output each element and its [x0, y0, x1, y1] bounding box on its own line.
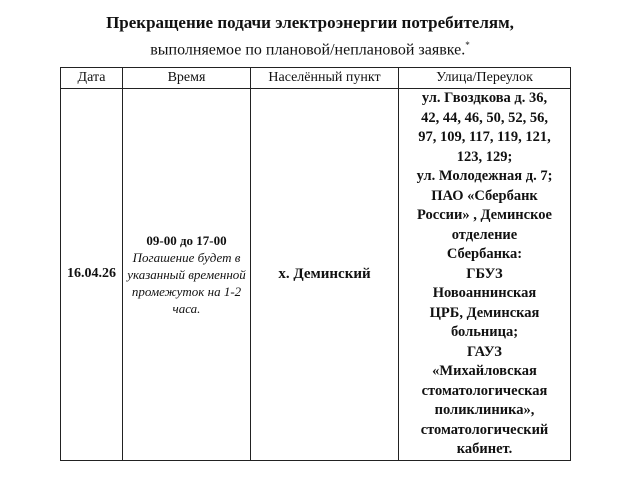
street-line: ГБУЗ: [466, 265, 503, 282]
street-line: поликлиника»,: [434, 402, 535, 418]
street-line: ПАО «Сбербанк: [431, 187, 538, 204]
column-header-date: Дата: [61, 68, 123, 89]
document-subtitle: [0, 34, 620, 61]
document-title: Прекращение подачи электроэнергии потребителям,: [106, 13, 514, 32]
street-line: 42, 44, 46, 50, 52, 56,: [421, 109, 548, 126]
street-line: «Михайловская: [432, 363, 537, 379]
street-line: стоматологическая: [421, 382, 548, 399]
column-header-time: Время: [123, 68, 251, 89]
street-line: кабинет.: [456, 441, 513, 457]
street-line: больница;: [450, 324, 519, 340]
street-line: Новоаннинская: [432, 285, 537, 301]
cell-locality: х. Деминский: [251, 89, 399, 461]
street-line: ул. Молодежная д. 7;: [416, 168, 553, 184]
subtitle-text: выполняемое по плановой/неплановой заявке.: [150, 41, 466, 59]
street-line: 123, 129;: [456, 148, 513, 165]
footnote-mark: *: [465, 40, 470, 50]
column-header-street: Улица/Переулок: [399, 68, 571, 89]
street-line: стоматологический: [420, 421, 549, 438]
table-row: [61, 89, 571, 461]
cell-streets: [399, 89, 571, 461]
cell-date: 16.04.26: [61, 89, 123, 461]
document-header: [0, 12, 620, 61]
street-line: ЦРБ, Деминская: [429, 304, 540, 321]
street-line: Сбербанка:: [446, 246, 523, 262]
street-line: России» , Деминское: [417, 207, 552, 223]
outage-table: [60, 67, 571, 461]
street-line: отделение: [451, 226, 518, 243]
street-line: ул. Гвоздкова д. 36,: [421, 90, 548, 106]
street-line: 97, 109, 117, 119, 121,: [418, 129, 551, 145]
time-note: Погашение будет в указанный временной промежуток на 1-2 часа.: [127, 249, 246, 316]
time-range: 09-00 до 17-00: [146, 232, 227, 248]
street-line: ГАУЗ: [467, 343, 502, 360]
column-header-locality: Населённый пункт: [251, 68, 399, 89]
cell-time: [123, 89, 251, 461]
table-header-row: [61, 68, 571, 89]
